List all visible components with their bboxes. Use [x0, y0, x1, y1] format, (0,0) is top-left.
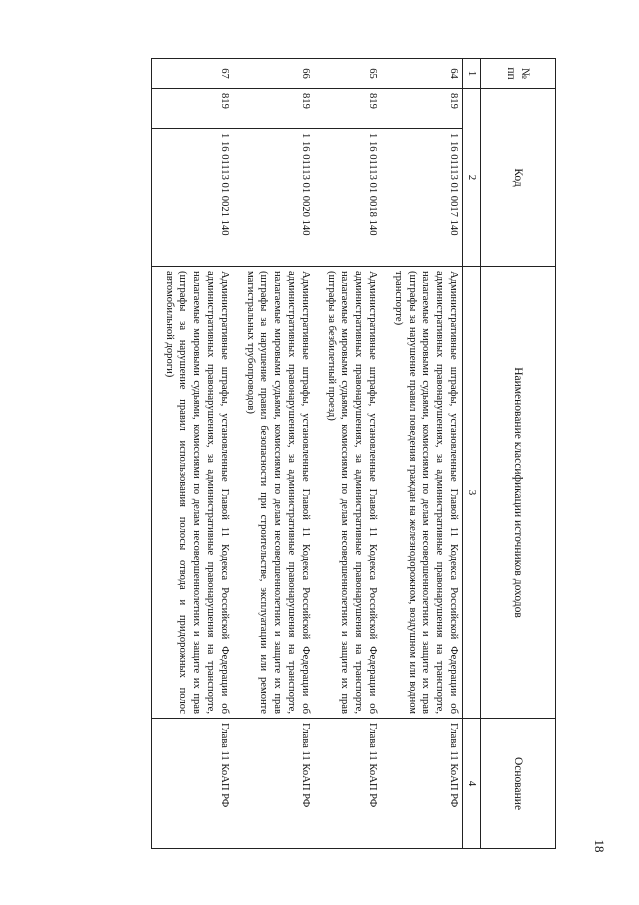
- page-number: 18: [592, 839, 607, 853]
- row-number: 67: [151, 59, 240, 89]
- table-row: [151, 59, 240, 849]
- column-number: 2: [463, 89, 481, 267]
- classification-code: 1 16 01113 01 0017 140: [389, 129, 462, 267]
- table-row: [389, 59, 462, 849]
- rotated-table-container: [56, 58, 556, 848]
- column-number: 3: [463, 267, 481, 719]
- legal-basis: Глава 11 КоАП РФ: [322, 719, 389, 849]
- classification-code: 1 16 01113 01 0018 140: [322, 129, 389, 267]
- row-number: 66: [241, 59, 322, 89]
- admin-code: 819: [241, 89, 322, 129]
- table-header-row: [481, 59, 556, 849]
- header-basis: Основание: [481, 719, 556, 849]
- legal-basis: Глава 11 КоАП РФ: [151, 719, 240, 849]
- classification-code: 1 16 01113 01 0021 140: [151, 129, 240, 267]
- admin-code: 819: [389, 89, 462, 129]
- admin-code: 819: [322, 89, 389, 129]
- classification-name: Административные штрафы, установленные Главой 11 Кодекса Российской Федерации об административных правонарушениях, за административные правонарушения на транспорте, налагаемые мировыми судьями, комиссиями по делам несовершеннолетних и защите их прав (штрафы за нарушение правил использования полосы отвода и придорожных полос автомобильной дороги): [151, 267, 240, 719]
- legal-basis: Глава 11 КоАП РФ: [241, 719, 322, 849]
- admin-code: 819: [151, 89, 240, 129]
- legal-basis: Глава 11 КоАП РФ: [389, 719, 462, 849]
- header-code: Код: [481, 89, 556, 267]
- table-row: [241, 59, 322, 849]
- row-number: 65: [322, 59, 389, 89]
- classification-name: Административные штрафы, установленные Главой 11 Кодекса Российской Федерации об административных правонарушениях, за административные правонарушения на транспорте, налагаемые мировыми судьями, комиссиями по делам несовершеннолетних и защите их прав (штрафы за безбилетный проезд): [322, 267, 389, 719]
- row-number: 64: [389, 59, 462, 89]
- classification-name: Административные штрафы, установленные Главой 11 Кодекса Российской Федерации об административных правонарушениях, за административные правонарушения на транспорте, налагаемые мировыми судьями, комиссиями по делам несовершеннолетних и защите их прав (штрафы за нарушение правил безопасности при строительстве, эксплуатации или ремонте магистральных трубопроводов): [241, 267, 322, 719]
- column-number: 1: [463, 59, 481, 89]
- revenue-classification-table: [151, 58, 556, 849]
- column-number-row: [463, 59, 481, 849]
- classification-code: 1 16 01113 01 0020 140: [241, 129, 322, 267]
- column-number: 4: [463, 719, 481, 849]
- header-name: Наименование классификации источников доходов: [481, 267, 556, 719]
- header-number: № пп: [481, 59, 556, 89]
- table-row: [322, 59, 389, 849]
- classification-name: Административные штрафы, установленные Главой 11 Кодекса Российской Федерации об административных правонарушениях, за административные правонарушения на транспорте, налагаемые мировыми судьями, комиссиями по делам несовершеннолетних и защите их прав (штрафы за нарушение правил поведения граждан на железнодорожном, воздушном или водном транспорте): [389, 267, 462, 719]
